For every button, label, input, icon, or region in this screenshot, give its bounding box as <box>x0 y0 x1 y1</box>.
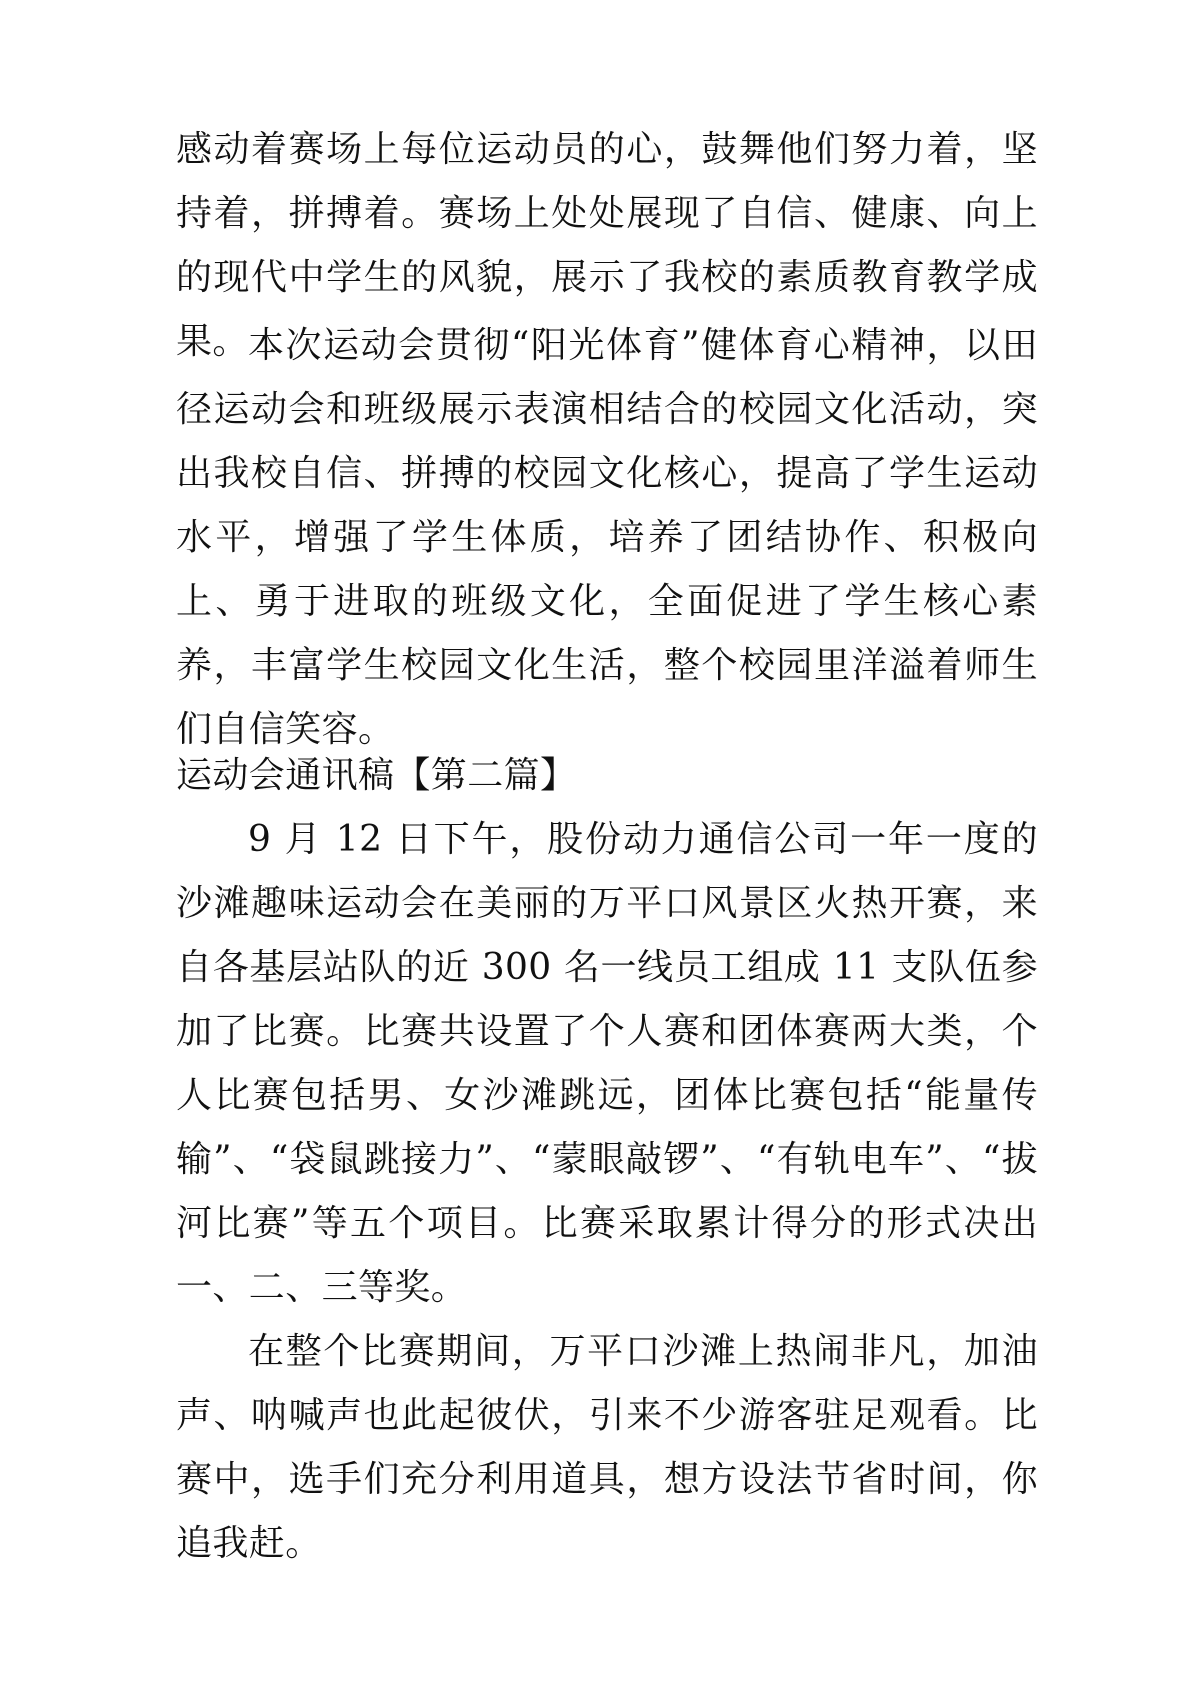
paragraph-competition-atmosphere: 在整个比赛期间，万平口沙滩上热闹非凡，加油声、呐喊声也此起彼伏，引来不少游客驻足观看。比赛中，选手们充分利用道具，想方设法节省时间，你追我赶。 <box>176 1331 1038 1564</box>
paragraph-beach-games-intro: 9 月 12 日下午，股份动力通信公司一年一度的沙滩趣味运动会在美丽的万平口风景区火热开赛，来自各基层站队的近 300 名一线员工组成 11 支队伍参加了比赛。比赛共设置了个人赛和团体赛两大类，个人比赛包括男、女沙滩跳远，团体比赛包括“能量传输”、“袋鼠跳接力”、“蒙眼敲锣”、“有轨电车”、“拔河比赛”等五个项目。比赛采取累计得分的形式决出一、二、三等奖。 <box>176 819 1038 1308</box>
first-section-closing <box>176 314 1038 762</box>
paragraph-sports-meet-summary: 本次运动会贯彻“阳光体育”健体育心精神，以田径运动会和班级展示表演相结合的校园文化活动，突出我校自信、拼搏的校园文化核心，提高了学生运动水平，增强了学生体质，培养了团结协作、积极向上、勇于进取的班级文化，全面促进了学生核心素养，丰富学生校园文化生活，整个校园里洋溢着师生们自信笑容。 <box>176 325 1038 750</box>
section-title: 运动会通讯稿【第二篇】 <box>176 755 577 796</box>
second-section <box>176 744 1038 1576</box>
continuation-paragraph: 感动着赛场上每位运动员的心，鼓舞他们努力着，坚持着，拼搏着。赛场上处处展现了自信、健康、向上的现代中学生的风貌，展示了我校的素质教育教学成果。 <box>176 129 1038 362</box>
